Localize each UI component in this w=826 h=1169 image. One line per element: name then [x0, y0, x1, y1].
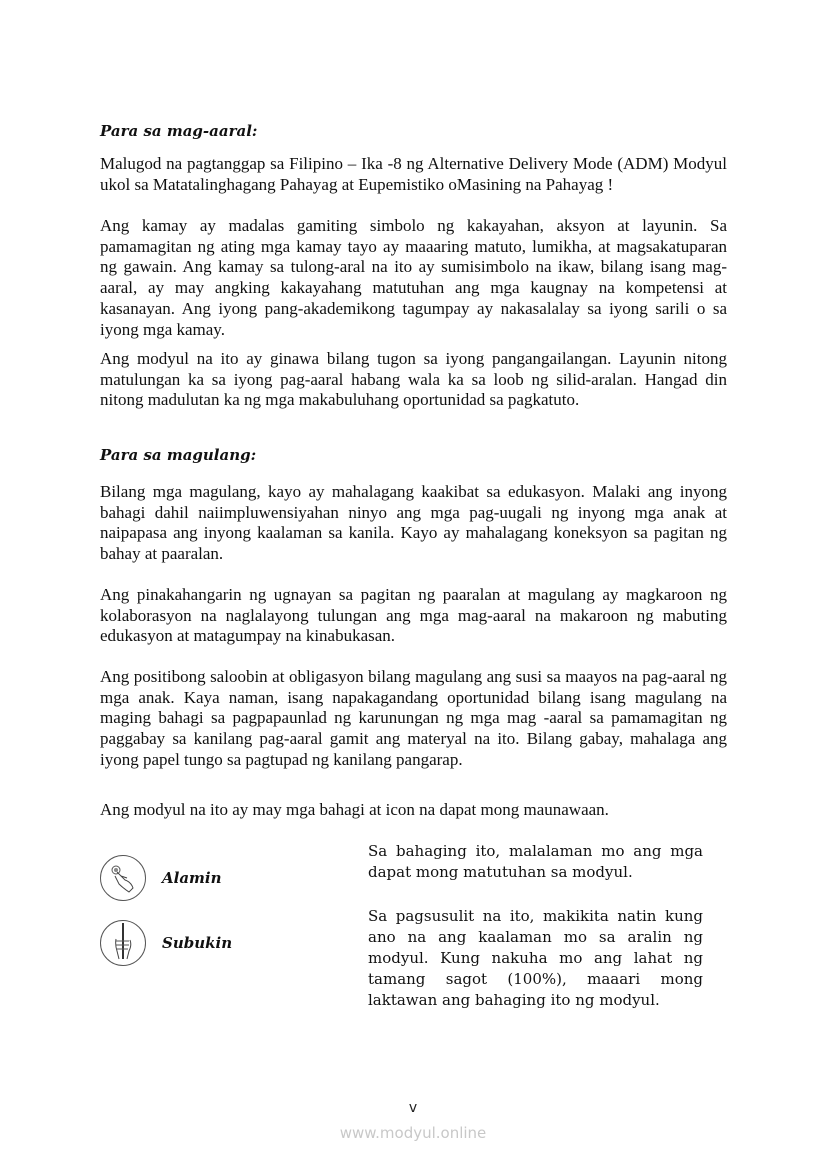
watermark: www.modyul.online — [339, 1124, 487, 1142]
section-subukin — [100, 920, 232, 966]
hand-holding-pencil-icon — [100, 920, 146, 966]
welcome-paragraph: Malugod na pagtanggap sa Filipino – Ika -8 ng Alternative Delivery Mode (ADM) Modyul ukol sa Matatalinghagang Pahayag at Eupemistiko oMasining na Pahayag ! — [100, 154, 727, 194]
section-label: Subukin — [162, 934, 233, 952]
module-parts-intro: Ang modyul na ito ay may mga bahagi at icon na dapat mong maunawaan. — [100, 800, 609, 819]
collaboration-paragraph: Ang pinakahangarin ng ugnayan sa pagitan ng paaralan at magulang ay magkaroon ng kolaborasyon na naglalayong tulungan ang mga mag-aaral na makaroon ng mabuting edukasyon at matagumpay na kinabukasan. — [100, 585, 727, 646]
section-alamin — [100, 855, 222, 901]
page-number: v — [408, 1100, 418, 1116]
module-purpose-paragraph: Ang modyul na ito ay ginawa bilang tugon sa iyong pangangailangan. Layunin nitong matulungan ka sa iyong pag-aaral habang wala ka sa loob ng silid-aralan. Hangad din nitong madulutan ka ng mga makabuluhang oportunidad sa pagkatuto. — [100, 349, 727, 410]
students-heading: Para sa mag-aaral: — [100, 122, 258, 140]
parents-heading: Para sa magulang: — [100, 446, 257, 464]
section-label: Alamin — [162, 869, 222, 887]
pointing-hand-icon — [100, 855, 146, 901]
hand-symbol-paragraph: Ang kamay ay madalas gamiting simbolo ng kakayahan, aksyon at layunin. Sa pamamagitan ng ating mga kamay tayo ay maaaring matuto, lumikha, at magsakatuparan ng gawain. Ang kamay sa tulong-aral na ito ay sumisimbolo na ikaw, bilang isang mag-aaral, ay may angking kakayahang matutuhan ang mga kaugnay na kompetensi at kasanayan. Ang iyong pang-akademikong tagumpay ay nakasalalay sa iyong sarili o sa iyong mga kamay. — [100, 216, 727, 339]
section-description: Sa pagsusulit na ito, makikita natin kung ano na ang kaalaman mo sa aralin ng modyul. Kung nakuha mo ang lahat ng tamang sagot (100%), maaari mong laktawan ang bahaging ito ng modyul. — [368, 907, 703, 1009]
section-description: Sa bahaging ito, malalaman mo ang mga dapat mong matutuhan sa modyul. — [368, 842, 703, 881]
positive-attitude-paragraph: Ang positibong saloobin at obligasyon bilang magulang ang susi sa maayos na pag-aaral ng mga anak. Kaya naman, isang napakagandang oportunidad bilang isang magulang na maging bahagi sa pagpapaunlad ng karunungan ng mga mag -aaral sa pamamagitan ng paggabay sa kanilang pag-aaral gamit ang materyal na ito. Bilang gabay, mahalaga ang iyong papel tungo sa pagtupad ng kanilang pangarap. — [100, 667, 727, 769]
parents-role-paragraph: Bilang mga magulang, kayo ay mahalagang kaakibat sa edukasyon. Malaki ang inyong bahagi dahil naiimpluwensiyahan ninyo ang mga pag-uugali ng inyong mga anak at naipapasa ang inyong kaalaman sa kanila. Kayo ay mahalagang koneksyon sa pagitan ng bahay at paaralan. — [100, 482, 727, 564]
